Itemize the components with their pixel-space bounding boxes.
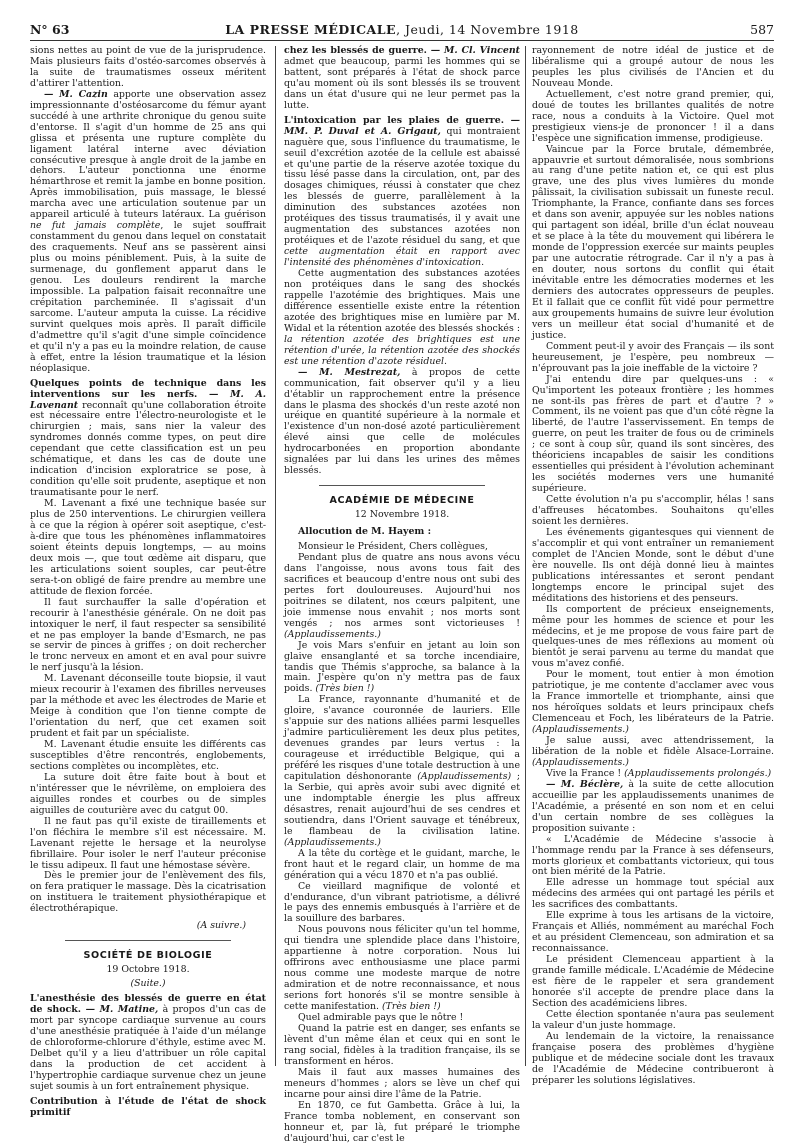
issue-date: , Jeudi, 14 Novembre 1918 bbox=[396, 22, 579, 37]
column-1 bbox=[30, 46, 266, 1119]
paragraph: sions nettes au point de vue de la jurisprudence. Mais plusieurs faits d'ostéo-sarcomes observés à la suite de traumatismes osseux méritent d'attirer l'attention. bbox=[30, 45, 266, 89]
paragraph: — M. Béclère, à la suite de cette allocution accueillie par les applaudissements unanimes de l'Académie, a présenté en son nom et en celui d'un certain nombre de ses collègues la proposition suivante : bbox=[532, 778, 774, 834]
page-header bbox=[30, 22, 774, 38]
paragraph: En 1870, ce fut Gambetta. Grâce à lui, la France tomba noblement, en conservant son honneur et, par là, fut préparé le triomphe d'aujourd'hui, car c'est le bbox=[284, 1099, 520, 1144]
paragraph: Il faut surchauffer la salle d'opération et recourir à l'anesthésie générale. On ne doit pas intoxiquer le nerf, il faut respecter sa sensibilité et ne pas employer la bande d'Esmarch, ne pas se servir de pinces à griffes ; on doit rechercher le tronc nerveux en amont et en aval pour suivre le nerf jusqu'à la lésion. bbox=[30, 596, 266, 674]
paragraph: M. Lavenant déconseille toute biopsie, il vaut mieux recourir à l'examen des fibrilles nerveuses par la méthode et avec les électrodes de Marie et Meige à condition que l'on tienne compte de l'orientation du nerf, que cet examen soit prudent et fait par un spécialiste. bbox=[30, 673, 266, 740]
paragraph: Elle exprime à tous les artisans de la victoire, Français et Alliés, nommément au maréchal Foch et au président Clemenceau, son admiration et sa reconnaissance. bbox=[532, 910, 774, 955]
paragraph: A la tête du cortège et le guidant, marche, le front haut et le regard clair, un homme de ma génération qui a vécu 1870 et n'a pas oublié. bbox=[284, 847, 520, 881]
article-heading: chez les blessés de guerre. — M. Cl. Vincent admet que beaucoup, parmi les hommes qui se battent, sont préparés à l'état de shock parce qu'au moment où ils sont blessés ils se trouvent dans un état d'usure qui ne leur permet pas la lutte. bbox=[284, 45, 520, 111]
allocution-heading: Allocution de M. Hayem : bbox=[298, 526, 432, 538]
paragraph: Pour le moment, tout entier à mon émotion patriotique, je me contente d'acclamer avec vous la France immortelle et triomphante, ainsi que nos héroïques soldats et leurs principaux chefs Clemenceau et Foch, les libérateurs de la Patrie. (Applaudissements.) bbox=[532, 669, 774, 736]
paragraph: Les événements gigantesques qui viennent de s'accomplir et qui vont entraîner un remaniement complet de l'Ancien Monde, sont le début d'une ère nouvelle. Ils ont déjà donné lieu à maintes publications intéressantes et seront pendant longtemps encore le principal sujet des méditations des historiens et des penseurs. bbox=[532, 526, 774, 604]
paragraph: rayonnement de notre idéal de justice et de libéralisme qui a groupé autour de nous les peuples les plus civilisés de l'Ancien et du Nouveau Monde. bbox=[532, 45, 774, 89]
paragraph: Vaincue par la Force brutale, démembrée, appauvrie et surtout démoralisée, nous sombrions au rang d'une petite nation et, ce qui est plus grave, une des plus vives lumières du monde pâlissait, la civilisation subissait un funeste recul. Triomphante, la France, confiante dans ses forces et dans son avenir, appuyée sur les nobles nations qui partagent son idéal, brille d'un éclat nouveau et se place à la tête du mouvement qui libérera le monde de l'oppression exercée sur maints peuples par une autocratie rétrograde. Car il n'y a pas à en douter, nous sortons du conflit qui était inévitable entre les démocraties modernes et les derniers des autocrates oppresseurs de peuples. Et il fallait que ce conflit fût vidé pour permettre aux groupements humains de suivre leur évolution vers un meilleur état social d'humanité et de justice. bbox=[532, 143, 774, 341]
paragraph: Il ne faut pas qu'il existe de tiraillements et l'on fléchira le membre s'il est nécessaire. M. Lavenant rejette le hersage et la neurolyse fibrillaire. Pour isoler le nerf l'auteur préconise le tissu adipeux. Il faut une hémostase sévère. bbox=[30, 815, 266, 871]
paragraph: Comment peut-il y avoir des Français — ils sont heureusement, je l'espère, peu nombreux — n'éprouvant pas la joie ineffable de la victoire ? bbox=[532, 340, 774, 374]
paragraph: Dès le premier jour de l'enlèvement des fils, on fera pratiquer le massage. Dès la cicatrisation on instituera le traitement physiothérapique et électrothérapique. bbox=[30, 870, 266, 915]
paragraph: Cette élection spontanée n'aura pas seulement la valeur d'un juste hommage. bbox=[532, 1008, 774, 1031]
to-be-continued: (A suivre.) bbox=[196, 920, 246, 932]
paragraph: Actuellement, c'est notre grand premier, qui, doué de toutes les brillantes qualités de notre race, nous a conduits à la Victoire. Quel mot prestigieux viens-je de prononcer ! il a dans l'espèce une signification immense, prodigieuse. bbox=[532, 88, 774, 144]
paragraph: Quel admirable pays que le nôtre ! bbox=[298, 1012, 464, 1024]
column-2 bbox=[284, 46, 520, 1144]
article-heading: Quelques points de technique dans les interventions sur les nerfs. — M. A. Lavenant reconnaît qu'une collaboration étroite est nécessaire entre l'électro-neurologiste et le chirurgien ; mais, sans nier la valeur des syndromes donnés comme types, on peut dire cependant que cette classification est un peu schématique, et dans les cas de doute une indication d'incision exploratrice se pose, à condition qu'elle soit prudente, aseptique et non traumatisante pour le nerf. bbox=[30, 377, 266, 499]
column-divider bbox=[275, 46, 276, 1066]
paragraph: Quand la patrie est en danger, ses enfants se lèvent d'un même élan et ceux qui en sont le rang social, fidèles à la tradition française, ils se transforment en héros. bbox=[284, 1022, 520, 1067]
paragraph: Cette augmentation des substances azotées non protéiques dans le sang des shockés rappelle l'azotémie des brightiques. Mais une différence essentielle existe entre la rétention azotée des brightiques mise en lumière par M. Widal et la rétention azotée des blessés shockés : la rétention azotée des brightiques est une rétention d'urée, la rétention azotée des shockés est une rétention d'azote résiduel. bbox=[284, 268, 520, 367]
paragraph: La suture doit être faite bout à bout et n'intéresser que le névrilème, on emploiera des aiguilles rondes et courbes ou de simples aiguilles de couturière avec du catgut 00. bbox=[30, 771, 266, 816]
session-date: 19 Octobre 1918. bbox=[106, 964, 190, 976]
paragraph: J'ai entendu dire par quelques-uns : « Qu'importent les poteaux frontière ; les hommes ne sont-ils pas frères de part et d'autre ? » Comment, ils ne voient pas que d'un côté règne la liberté, de l'autre l'asservissement. En temps de guerre, on peut les traiter de fous ou de criminels ; ce sont à coup sûr, quand ils sont sincères, des théoriciens incapables de saisir les conditions essentielles qui président à l'évolution acheminant les sociétés modernes vers une humanité supérieure. bbox=[532, 373, 774, 495]
separator bbox=[319, 485, 484, 486]
paragraph: M. Lavenant a fixé une technique basée sur plus de 250 interventions. Le chirurgien veillera à ce que la région à opérer soit aseptique, c'est-à-dire que tous les phénomènes inflammatoires soient éteints depuis longtemps, — au moins deux mois —, que tout œdème ait disparu, que les articulations soient souples, car peut-être sera-t-on obligé de faire prendre au membre une attitude de flexion forcée. bbox=[30, 498, 266, 597]
page-number: 587 bbox=[750, 22, 774, 37]
section-title: ACADÉMIE DE MÉDECINE bbox=[329, 495, 475, 507]
journal-name: LA PRESSE MÉDICALE bbox=[225, 22, 397, 37]
paragraph: Ils comportent de précieux enseignements, même pour les hommes de science et pour les médecins, et je me propose de vous faire part de quelques-unes de mes réflexions au moment où bientôt je serai parvenu au terme du mandat que vous m'avez confié. bbox=[532, 603, 774, 670]
paragraph: Elle adresse un hommage tout spécial aux médecins des armées qui ont partagé les périls et les sacrifices des combattants. bbox=[532, 877, 774, 911]
column-divider bbox=[525, 46, 526, 1066]
paragraph: Le président Clemenceau appartient à la grande famille médicale. L'Académie de Médecine est fière de le rappeler et sera grandement honorée s'il accepte de prendre place dans la Section des académiciens libres. bbox=[532, 954, 774, 1009]
article-heading: Contribution à l'étude de l'état de shock primitif bbox=[30, 1095, 266, 1118]
paragraph: Monsieur le Président, Chers collègues, bbox=[298, 541, 488, 553]
column-3 bbox=[532, 46, 774, 1087]
separator bbox=[65, 940, 230, 941]
paragraph: Cette évolution n'a pu s'accomplir, hélas ! sans d'affreuses hécatombes. Souhaitons qu'elles soient les dernières. bbox=[532, 494, 774, 527]
paragraph: « L'Académie de Médecine s'associe à l'hommage rendu par la France à ses défenseurs, morts glorieux et combattants victorieux, qui tous ont bien mérité de la Patrie. bbox=[532, 833, 774, 878]
paragraph: Nous pouvons nous féliciter qu'un tel homme, qui tiendra une splendide place dans l'histoire, appartienne à notre corporation. Nous lui offrirons avec enthousiasme une place parmi nous comme une modeste marque de notre admiration et de notre reconnaissance, et nous serions fort honorés s'il se montre sensible à cette manifestation. (Très bien !) bbox=[284, 924, 520, 1013]
session-date: 12 Novembre 1918. bbox=[354, 509, 450, 521]
header-rule bbox=[30, 40, 774, 41]
paragraph: M. Lavenant étudie ensuite les différents cas susceptibles d'être rencontrés, englobements, sections complètes ou incomplètes, etc. bbox=[30, 739, 266, 772]
paragraph: Ce vieillard magnifique de volonté et d'endurance, d'un vibrant patriotisme, a délivré le pays des ennemis embusqués à l'arrière et de la souillure des barbares. bbox=[284, 880, 520, 925]
paragraph: Je vois Mars s'enfuir en jetant au loin son glaive ensanglanté et sa torche incendiaire, tandis que Thémis s'approche, sa balance à la main. J'espère qu'on n'y mettra pas de faux poids. (Très bien !) bbox=[284, 639, 520, 695]
issue-number: N° 63 bbox=[30, 22, 70, 37]
article-heading: L'anesthésie des blessés de guerre en état de shock. — M. Matine, à propos d'un cas de mort par syncope cardiaque survenue au cours d'une anesthésie pratiquée à l'aide d'un mélange de chloroforme-chlorure d'éthyle, estime avec M. Delbet qu'il y a lieu d'attribuer un rôle capital dans la production de cet accident à l'hypertrophie cardiaque survenue chez un jeune sujet soumis à un fort entraînement physique. bbox=[30, 993, 266, 1092]
section-title: SOCIÉTÉ DE BIOLOGIE bbox=[83, 950, 213, 962]
continued-note: (Suite.) bbox=[130, 978, 166, 990]
paragraph: Je salue aussi, avec attendrissement, la libération de la noble et fidèle Alsace-Lorraine. (Applaudissements.) bbox=[532, 735, 774, 768]
paragraph: — M. Cazin apporte une observation assez impressionnante d'ostéosarcome du fémur ayant succédé à une arthrite chronique du genou suite d'entorse. Il s'agit d'un homme de 25 ans qui glissa et présenta une rupture complète du ligament latéral interne avec déviation consécutive presque à angle droit de la jambe en dehors. L'auteur ponctionna une énorme hémarthrose et remit la jambe en bonne position. Après immobilisation, puis massage, le blessé marcha avec une articulation soutenue par un appareil articulé à tuteurs latéraux. La guérison ne fut jamais complète, le sujet souffrait constamment du genou dans lequel on constatait des craquements. Neuf ans se passèrent ainsi plus ou moins péniblement. Puis, à la suite de surmenage, du gonflement apparut dans le genou. Les douleurs rendirent la marche impossible. La palpation faisait reconnaître une crépitation parcheminée. Il s'agissait d'un sarcome. L'auteur amputa la cuisse. La récidive survint quelques mois après. Il paraît difficile d'admettre qu'il s'agit d'une simple coïncidence et qu'il n'y a pas eu la moindre relation, de cause à effet, entre la lésion traumatique et la lésion néoplasique. bbox=[30, 88, 267, 374]
paragraph: La France, rayonnante d'humanité et de gloire, s'avance couronnée de lauriers. Elle s'appuie sur des nations alliées parmi lesquelles j'admire particulièrement les deux plus petites, devenues grandes par leurs vertus : la courageuse et irréductible Belgique, qui a préféré les risques d'une totale destruction à une capitulation déshonorante (Applaudissements) ; la Serbie, qui après avoir subi avec dignité et une indomptable énergie les plus affreux désastres, renait aujourd'hui de ses cendres et soutiendra, dans l'Orient sauvage et ténébreux, le flambeau de la civilisation latine. (Applaudissements.) bbox=[284, 694, 521, 848]
paragraph: Pendant plus de quatre ans nous avons vécu dans l'angoisse, nous avons tous fait des sacrifices et beaucoup d'entre nous ont subi des pertes fort douloureuses. Aujourd'hui nos poitrines se dilatent, nos cœurs palpitent, une joie immense nous envahit ; nos morts sont vengés ; nos armes sont victorieuses ! (Applaudissements.) bbox=[284, 551, 520, 640]
paragraph: Vive la France ! (Applaudissements prolongés.) bbox=[546, 767, 772, 779]
paragraph: Mais il faut aux masses humaines des meneurs d'hommes ; alors se lève un chef qui incarne pour ainsi dire l'âme de la Patrie. bbox=[284, 1066, 520, 1100]
journal-title bbox=[30, 22, 774, 37]
paragraph: Au lendemain de la victoire, la renaissance française posera des problèmes d'hygiène publique et de médecine sociale dont les travaux de l'Académie de Médecine contribueront à préparer les solutions législatives. bbox=[532, 1030, 774, 1086]
paragraph: — M. Mestrezat, à propos de cette communication, fait observer qu'il y a lieu d'établir un rapprochement entre la présence dans le plasma des shockés d'un reste azoté non uréique en quantité supérieure à la normale et l'existence d'un non-dosé azoté particulièrement élevé ainsi que celle de molécules hydrocarbonées en proportion abondante signalées par lui dans les urines des mêmes blessés. bbox=[284, 366, 520, 477]
article-heading: L'intoxication par les plaies de guerre. — MM. P. Duval et A. Grigaut, qui montraient naguère que, sous l'influence du traumatisme, le seuil d'excrétion azotée de la cellule est abaissé et qu'une partie de la réserve azotée toxique du tissu lésé passe dans la circulation, ont, par des dosages chimiques, réussi à constater que chez les blessés de guerre, parallèlement à la diminution des substances azotées non protéiques des tissus traumatisés, il y avait une augmentation des substances azotées non protéiques et de l'azote résiduel du sang, et que cette augmentation était en rapport avec l'intensité des phénomènes d'intoxication. bbox=[284, 114, 521, 269]
